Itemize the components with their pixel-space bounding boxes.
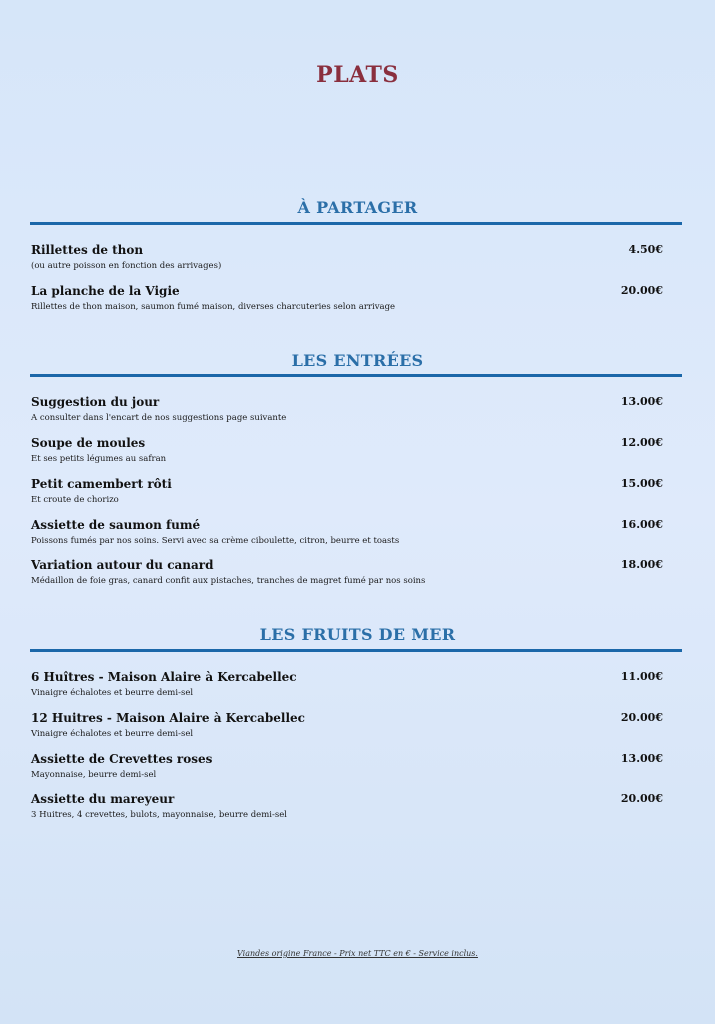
item-description: Vinaigre échalotes et beurre demi-sel	[31, 688, 194, 698]
menu-item	[31, 284, 663, 313]
item-price: 15.00€	[620, 477, 663, 490]
item-price: 18.00€	[620, 558, 663, 571]
item-description: Poissons fumés par nos soins. Servi avec sa crème ciboulette, citron, beurre et toasts	[31, 536, 400, 546]
item-price: 16.00€	[620, 518, 663, 531]
section-divider	[30, 374, 682, 377]
item-name: Assiette du mareyeur	[31, 792, 175, 806]
menu-item	[31, 711, 663, 740]
item-price: 12.00€	[620, 436, 663, 449]
menu-item	[31, 477, 663, 506]
page-title: PLATS	[316, 62, 399, 88]
item-name: La planche de la Vigie	[31, 284, 180, 298]
item-name: Petit camembert rôti	[31, 477, 172, 491]
item-price: 13.00€	[620, 752, 663, 765]
item-name: Suggestion du jour	[31, 395, 160, 409]
item-name: Assiette de saumon fumé	[31, 518, 201, 532]
menu-item	[31, 670, 663, 699]
section-title-les-entrees: LES ENTRÉES	[291, 351, 424, 370]
item-price: 11.00€	[620, 670, 663, 683]
menu-item	[31, 792, 663, 821]
item-price: 20.00€	[620, 284, 663, 297]
item-name: Assiette de Crevettes roses	[31, 752, 213, 766]
item-price: 13.00€	[620, 395, 663, 408]
item-price: 4.50€	[628, 243, 663, 256]
menu-item	[31, 243, 663, 272]
menu-item	[31, 752, 663, 781]
item-description: Rillettes de thon maison, saumon fumé maison, diverses charcuteries selon arrivage	[31, 302, 396, 312]
menu-item	[31, 395, 663, 424]
menu-item	[31, 558, 663, 587]
item-name: Soupe de moules	[31, 436, 146, 450]
menu-item	[31, 436, 663, 465]
section-title-a-partager: À PARTAGER	[297, 198, 418, 217]
item-name: Variation autour du canard	[31, 558, 214, 572]
item-description: A consulter dans l'encart de nos suggestions page suivante	[31, 413, 287, 423]
item-description: (ou autre poisson en fonction des arrivages)	[31, 261, 222, 271]
item-price: 20.00€	[620, 792, 663, 805]
item-name: 6 Huîtres - Maison Alaire à Kercabellec	[31, 670, 297, 684]
item-description: Mayonnaise, beurre demi-sel	[31, 770, 157, 780]
item-description: Et croute de chorizo	[31, 495, 119, 505]
section-divider	[30, 222, 682, 225]
section-title-les-fruits-de-mer: LES FRUITS DE MER	[259, 625, 456, 644]
item-description: Médaillon de foie gras, canard confit aux pistaches, tranches de magret fumé par nos soins	[31, 576, 426, 586]
item-description: Et ses petits légumes au safran	[31, 454, 167, 464]
item-name: 12 Huitres - Maison Alaire à Kercabellec	[31, 711, 305, 725]
item-price: 20.00€	[620, 711, 663, 724]
item-description: Vinaigre échalotes et beurre demi-sel	[31, 729, 194, 739]
menu-item	[31, 518, 663, 547]
item-description: 3 Huitres, 4 crevettes, bulots, mayonnaise, beurre demi-sel	[31, 810, 287, 820]
footer-note: Viandes origine France - Prix net TTC en € - Service inclus.	[237, 949, 478, 958]
item-name: Rillettes de thon	[31, 243, 144, 257]
section-divider	[30, 649, 682, 652]
